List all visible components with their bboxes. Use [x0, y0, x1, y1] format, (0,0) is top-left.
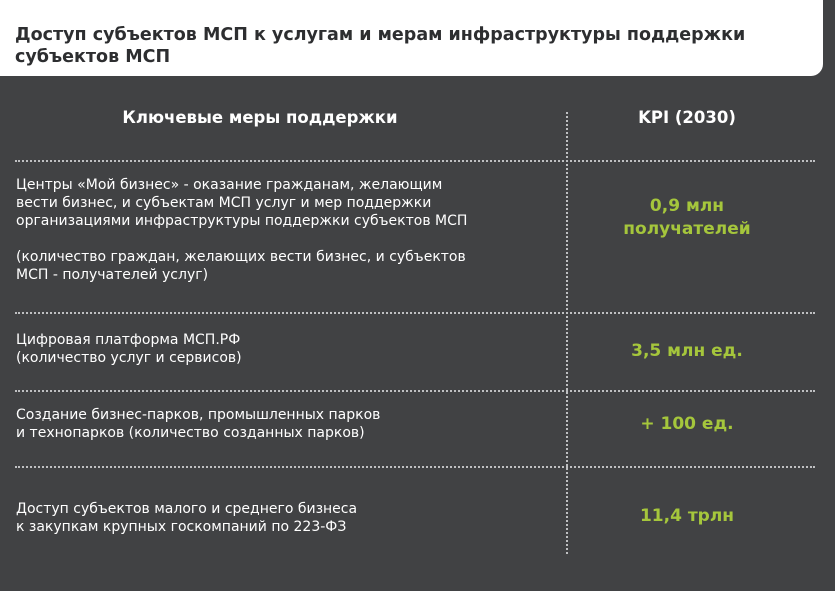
- row-divider: [15, 312, 815, 314]
- row-description: Цифровая платформа МСП.РФ (количество услуг и сервисов): [16, 332, 242, 366]
- column-header-kpi: KPI (2030): [638, 108, 736, 127]
- row-divider: [15, 160, 815, 162]
- row-divider: [15, 390, 815, 392]
- row-description: Центры «Мой бизнес» - оказание гражданам, желающим вести бизнес, и субъектам МСП услуг и мер поддержки организациями инфраструктуры поддержки субъектов МСП (количество граждан, желающих вести бизнес, и субъектов МСП - получателей услуг): [16, 177, 468, 283]
- row-description: Доступ субъектов малого и среднего бизнеса к закупкам крупных госкомпаний по 223-ФЗ: [16, 501, 358, 535]
- row-kpi: 11,4 трлн: [639, 506, 735, 526]
- page-title: Доступ субъектов МСП к услугам и мерам инфраструктуры поддержки субъектов МСП: [15, 25, 746, 67]
- row-kpi: 0,9 млн получателей: [623, 196, 751, 239]
- title-bar: [0, 0, 823, 76]
- column-header-measures: Ключевые меры поддержки: [122, 108, 398, 127]
- column-divider: [566, 112, 568, 554]
- row-description: Создание бизнес-парков, промышленных парков и технопарков (количество созданных парков): [16, 407, 381, 441]
- row-kpi: + 100 ед.: [640, 414, 734, 434]
- row-divider: [15, 466, 815, 468]
- row-kpi: 3,5 млн ед.: [631, 341, 743, 361]
